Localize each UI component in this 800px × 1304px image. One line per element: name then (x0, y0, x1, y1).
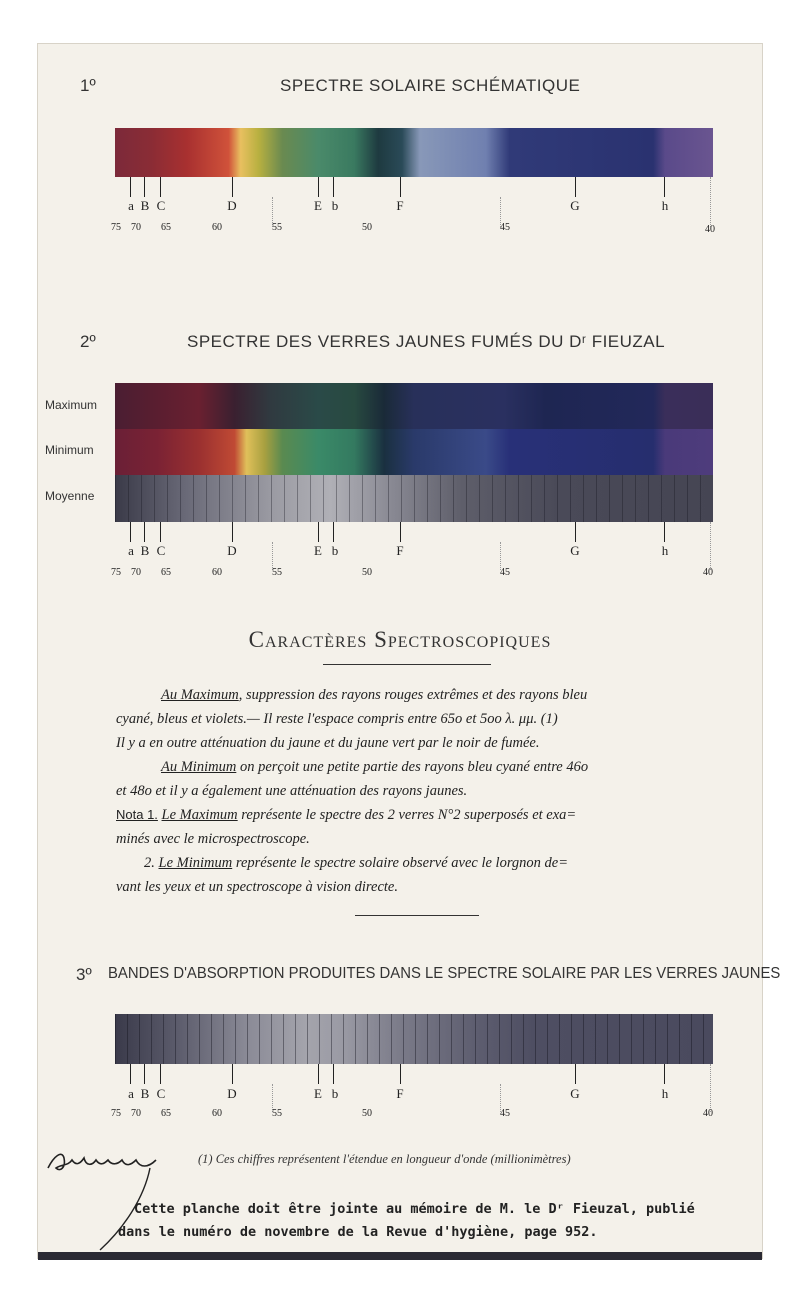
line-h: h (661, 198, 669, 213)
section1-title: SPECTRE SOLAIRE SCHÉMATIQUE (280, 76, 581, 95)
row-label-moyenne: Moyenne (45, 489, 95, 503)
line-C: C (156, 198, 166, 213)
section1-number: 1º (80, 76, 96, 95)
line-D: D (227, 198, 237, 213)
footnote: (1) Ces chiffres représentent l'étendue en longueur d'onde (millionimètres) (198, 1152, 571, 1166)
spectroscopic-heading: Caractères Spectroscopiques (248, 627, 552, 652)
publication-notice (118, 1198, 695, 1244)
yellow-glass-spectrum (115, 383, 713, 522)
line-a: a (128, 198, 134, 213)
notice-line-2: dans le numéro de novembre de la Revue d'hygiène, page 952. (118, 1224, 598, 1240)
notice-line-1: Cette planche doit être jointe au mémoire de M. le Dʳ Fieuzal, publié (134, 1201, 695, 1217)
line-E: E (314, 198, 322, 213)
row-label-maximum: Maximum (45, 398, 98, 412)
section2-number: 2º (80, 332, 96, 351)
solar-spectrum-band (115, 128, 713, 177)
moyenne-lines (115, 475, 713, 522)
absorption-lines (115, 1014, 713, 1064)
line-F: F (396, 198, 404, 213)
characteristics-text: Au Maximum, suppression des rayons rouges extrêmes et des rayons bleu cyané, bleus et violets.— Il reste l'espace compris entre 65o et 5oo λ. μμ. (1) Il y a en outre atténuation du jaune et du jaune vert par le noir de fumée. Au Minimum on perçoit une petite partie des rayons bleu cyané entre 46o et 48o et il y a également une atténuation des rayons jaunes. Nota 1. Le Maximum représente le spectre des 2 verres N°2 superposés et exa= minés avec le microspectroscope. 2. Le Minimum représente le spectre solaire observé avec le lorgnon de= vant les yeux et un spectroscope à vision directe. (116, 687, 589, 895)
heading-rule (323, 664, 491, 665)
minimum-band (115, 429, 713, 475)
section3-number: 3º (76, 965, 92, 984)
maximum-band (115, 383, 713, 429)
row-label-minimum: Minimum (45, 443, 94, 457)
absorption-bands (115, 1014, 713, 1064)
section3-title: BANDES D'ABSORPTION PRODUITES DANS LE SPECTRE SOLAIRE PAR LES VERRES JAUNES (108, 965, 781, 982)
spectrum-colors (115, 128, 713, 177)
section-rule (355, 915, 479, 916)
line-G: G (570, 198, 580, 213)
section2-title: SPECTRE DES VERRES JAUNES FUMÉS DU Dʳ FIEUZAL (187, 332, 666, 351)
line-b: b (331, 198, 339, 213)
line-B: B (140, 198, 150, 213)
